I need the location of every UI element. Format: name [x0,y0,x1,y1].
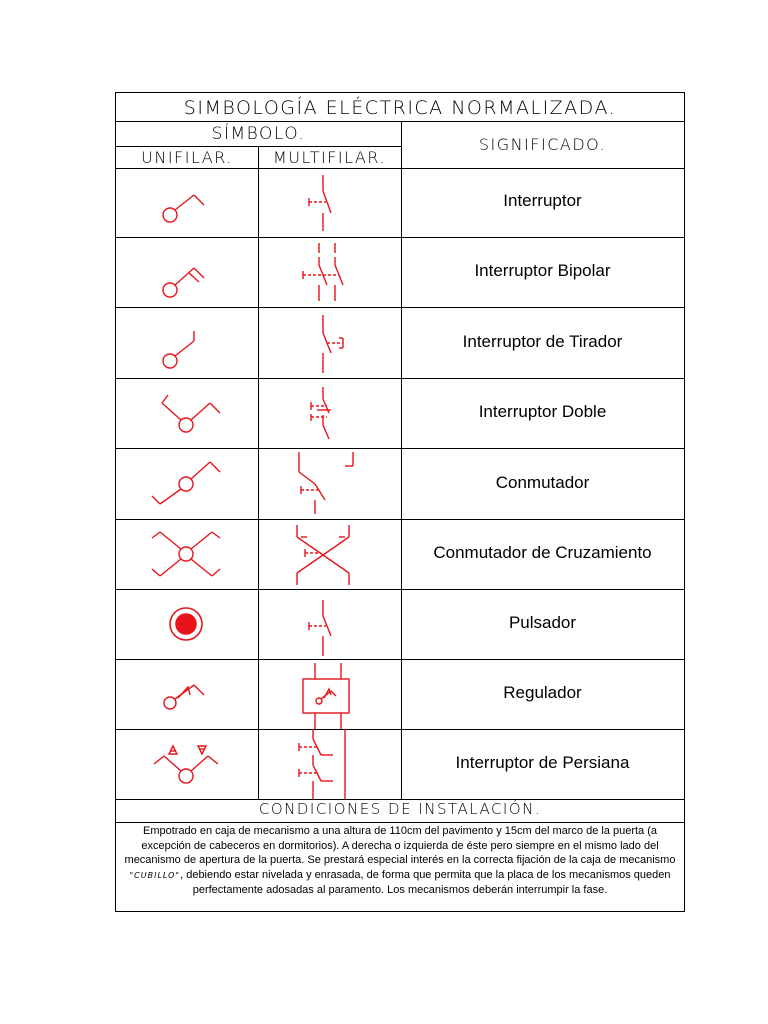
dimmer-unifilar-icon [146,669,236,725]
divider [116,589,684,590]
conditions-text-part1: Empotrado en caja de mecanismo a una altura de 110cm del pavimento y 15cm del marco de la puerta (a excepción de cabeceros en dormitorios). A derecha o izquierda de éste pero siempre en el mismo lado del mecanismo de apertura de la puerta. Se prestará especial interés en la correcta fijación de la caja de mecanismo [124,825,676,867]
push-button-multifilar-icon [291,598,371,660]
double-switch-unifilar-icon [146,385,236,441]
meaning-header: SIGNIFICADO. [478,135,607,154]
dimmer-multifilar-icon [291,663,371,729]
cubillo-term: "CUBILLO" [129,870,181,880]
divider [116,659,684,660]
double-switch-multifilar-icon [291,383,371,445]
symbol-legend-table [115,92,685,912]
row-label-cruzamiento: Conmutador de Cruzamiento [433,543,652,562]
row-label-regulador: Regulador [503,683,582,702]
crossover-switch-unifilar-icon [146,526,236,582]
changeover-switch-multifilar-icon [291,450,371,516]
row-label-pulsador: Pulsador [508,613,577,632]
row-label-persiana: Interruptor de Persiana [455,753,630,772]
row-label-doble: Interruptor Doble [478,402,607,421]
pull-switch-unifilar-icon [146,319,236,375]
divider [116,168,684,169]
bipolar-switch-multifilar-icon [291,241,371,305]
changeover-switch-unifilar-icon [146,453,236,509]
divider [116,237,684,238]
divider [116,121,684,122]
table-title: SIMBOLOGÍA ELÉCTRICA NORMALIZADA. [183,97,617,119]
divider [116,307,684,308]
switch-multifilar-icon [291,173,371,235]
push-button-unifilar-icon [146,596,236,652]
row-label-bipolar: Interruptor Bipolar [474,261,611,280]
blind-switch-multifilar-icon [291,729,371,799]
divider [116,729,684,730]
installation-conditions [118,824,682,898]
bipolar-switch-unifilar-icon [146,248,236,304]
conditions-header: CONDICIONES DE INSTALACIÓN. [258,800,542,818]
multifilar-header: MULTIFILAR. [273,148,386,167]
unifilar-header: UNIFILAR. [141,148,233,167]
conditions-text-part2: , debiendo estar nivelada y enrasada, de forma que permita que la placa de los mecanismos queden perfectamente adosadas al paramento. Los mecanismos deberán interrumpir la fase. [180,868,671,897]
crossover-switch-multifilar-icon [291,523,371,587]
row-label-tirador: Interruptor de Tirador [462,332,623,351]
divider [116,519,684,520]
divider [116,822,684,823]
divider [116,448,684,449]
pull-switch-multifilar-icon [291,313,371,375]
divider [258,146,259,799]
divider [116,378,684,379]
row-label-interruptor: Interruptor [503,191,582,210]
blind-switch-unifilar-icon [146,736,236,792]
row-label-conmutador: Conmutador [495,473,590,492]
symbol-header: SÍMBOLO. [211,124,306,144]
switch-unifilar-icon [146,177,236,233]
